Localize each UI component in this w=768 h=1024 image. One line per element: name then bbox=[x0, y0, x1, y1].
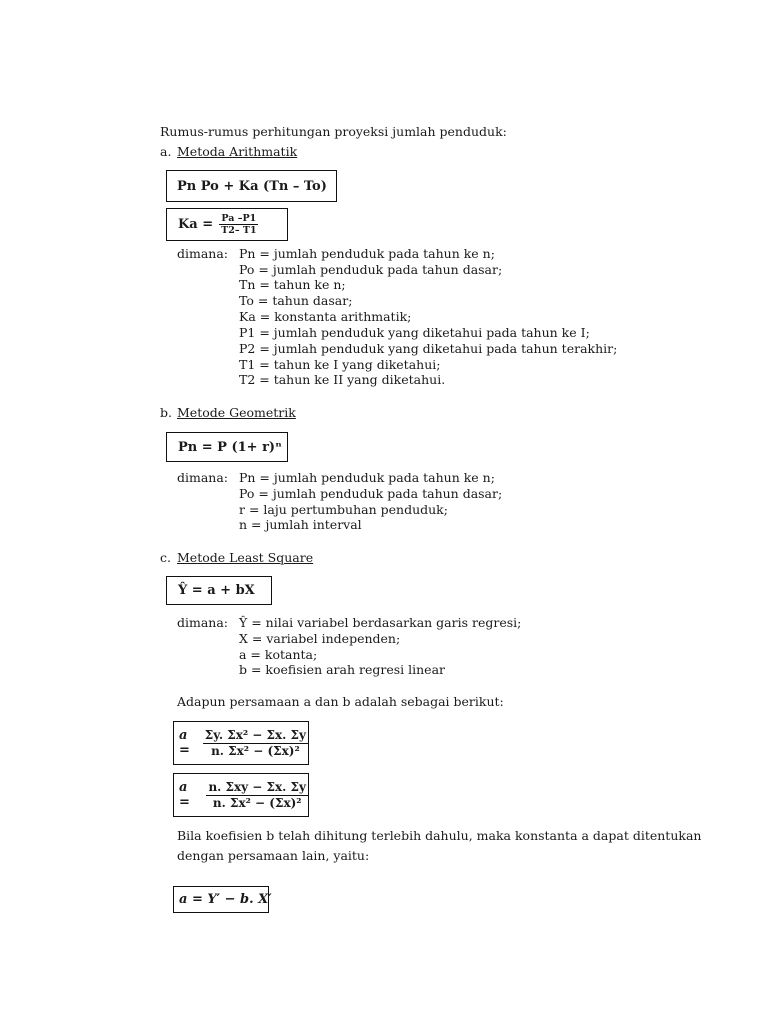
eq-a2-numerator: n. Σxy − Σx. Σy bbox=[208, 779, 306, 794]
section-a-marker: a. bbox=[160, 144, 172, 159]
formula-geometrik: Pn = P (1+ r)ⁿ bbox=[178, 439, 282, 455]
def-line: P2 = jumlah penduduk yang diketahui pada tahun terakhir; bbox=[239, 341, 618, 356]
formula-ka-fraction bbox=[219, 213, 258, 236]
section-b-marker: b. bbox=[160, 405, 172, 420]
formula-final: a = Y′ − b. X′ bbox=[179, 892, 272, 907]
formula-box-least-square bbox=[166, 576, 272, 605]
section-a-title: Metoda Arithmatik bbox=[177, 144, 298, 159]
def-line: Po = jumlah penduduk pada tahun dasar; bbox=[239, 262, 503, 277]
formula-box-ka bbox=[166, 208, 288, 241]
section-a-dimana: dimana: bbox=[177, 246, 229, 261]
def-line: n = jumlah interval bbox=[239, 517, 362, 532]
section-b-title: Metode Geometrik bbox=[177, 405, 296, 420]
def-line: Ka = konstanta arithmatik; bbox=[239, 309, 412, 324]
section-c-marker: c. bbox=[160, 550, 171, 565]
bila-line-2: dengan persamaan lain, yaitu: bbox=[177, 848, 370, 863]
eq-a2-lhs: a = bbox=[179, 780, 190, 810]
intro-text: Rumus-rumus perhitungan proyeksi jumlah penduduk: bbox=[160, 124, 507, 139]
eq-a1-fraction bbox=[203, 728, 308, 759]
formula-least-square: Ŷ = a + bX bbox=[178, 583, 255, 598]
def-line: P1 = jumlah penduduk yang diketahui pada tahun ke I; bbox=[239, 325, 590, 340]
def-line: To = tahun dasar; bbox=[239, 293, 353, 308]
formula-box-final bbox=[173, 886, 272, 913]
eq-a2-denominator: n. Σx² − (Σx)² bbox=[212, 795, 302, 810]
def-line: a = kotanta; bbox=[239, 647, 318, 662]
bila-line-1: Bila koefisien b telah dihitung terlebih dahulu, maka konstanta a dapat ditentukan bbox=[177, 828, 702, 843]
formula-box-a1 bbox=[173, 721, 309, 765]
def-line: Tn = tahun ke n; bbox=[239, 277, 346, 292]
formula-box-geometrik bbox=[166, 432, 288, 462]
def-line: T1 = tahun ke I yang diketahui; bbox=[239, 357, 441, 372]
formula-arithmatik: Pn Po + Ka (Tn – To) bbox=[177, 178, 327, 194]
def-line: X = variabel independen; bbox=[239, 631, 401, 646]
formula-ka-numerator: Pa –P1 bbox=[221, 213, 257, 224]
section-c-dimana: dimana: bbox=[177, 615, 229, 630]
adapun-text: Adapun persamaan a dan b adalah sebagai berikut: bbox=[177, 694, 504, 709]
def-line: r = laju pertumbuhan penduduk; bbox=[239, 502, 448, 517]
formula-box-a2 bbox=[173, 773, 309, 817]
formula-ka-denominator: T2– T1 bbox=[221, 225, 257, 236]
formula-ka-lhs: Ka = bbox=[178, 217, 214, 232]
section-b-dimana: dimana: bbox=[177, 470, 229, 485]
def-line: Pn = jumlah penduduk pada tahun ke n; bbox=[239, 470, 495, 485]
def-line: b = koefisien arah regresi linear bbox=[239, 662, 445, 677]
def-line: Ŷ = nilai variabel berdasarkan garis regresi; bbox=[239, 615, 522, 630]
eq-a1-lhs: a = bbox=[179, 728, 190, 758]
def-line: Po = jumlah penduduk pada tahun dasar; bbox=[239, 486, 503, 501]
eq-a1-numerator: Σy. Σx² − Σx. Σy bbox=[204, 727, 306, 742]
def-line: T2 = tahun ke II yang diketahui. bbox=[239, 372, 446, 387]
eq-a1-denominator: n. Σx² − (Σx)² bbox=[211, 743, 300, 758]
formula-box-arithmatik bbox=[166, 170, 337, 202]
def-line: Pn = jumlah penduduk pada tahun ke n; bbox=[239, 246, 495, 261]
section-c-title: Metode Least Square bbox=[177, 550, 314, 565]
eq-a2-fraction bbox=[206, 780, 308, 811]
